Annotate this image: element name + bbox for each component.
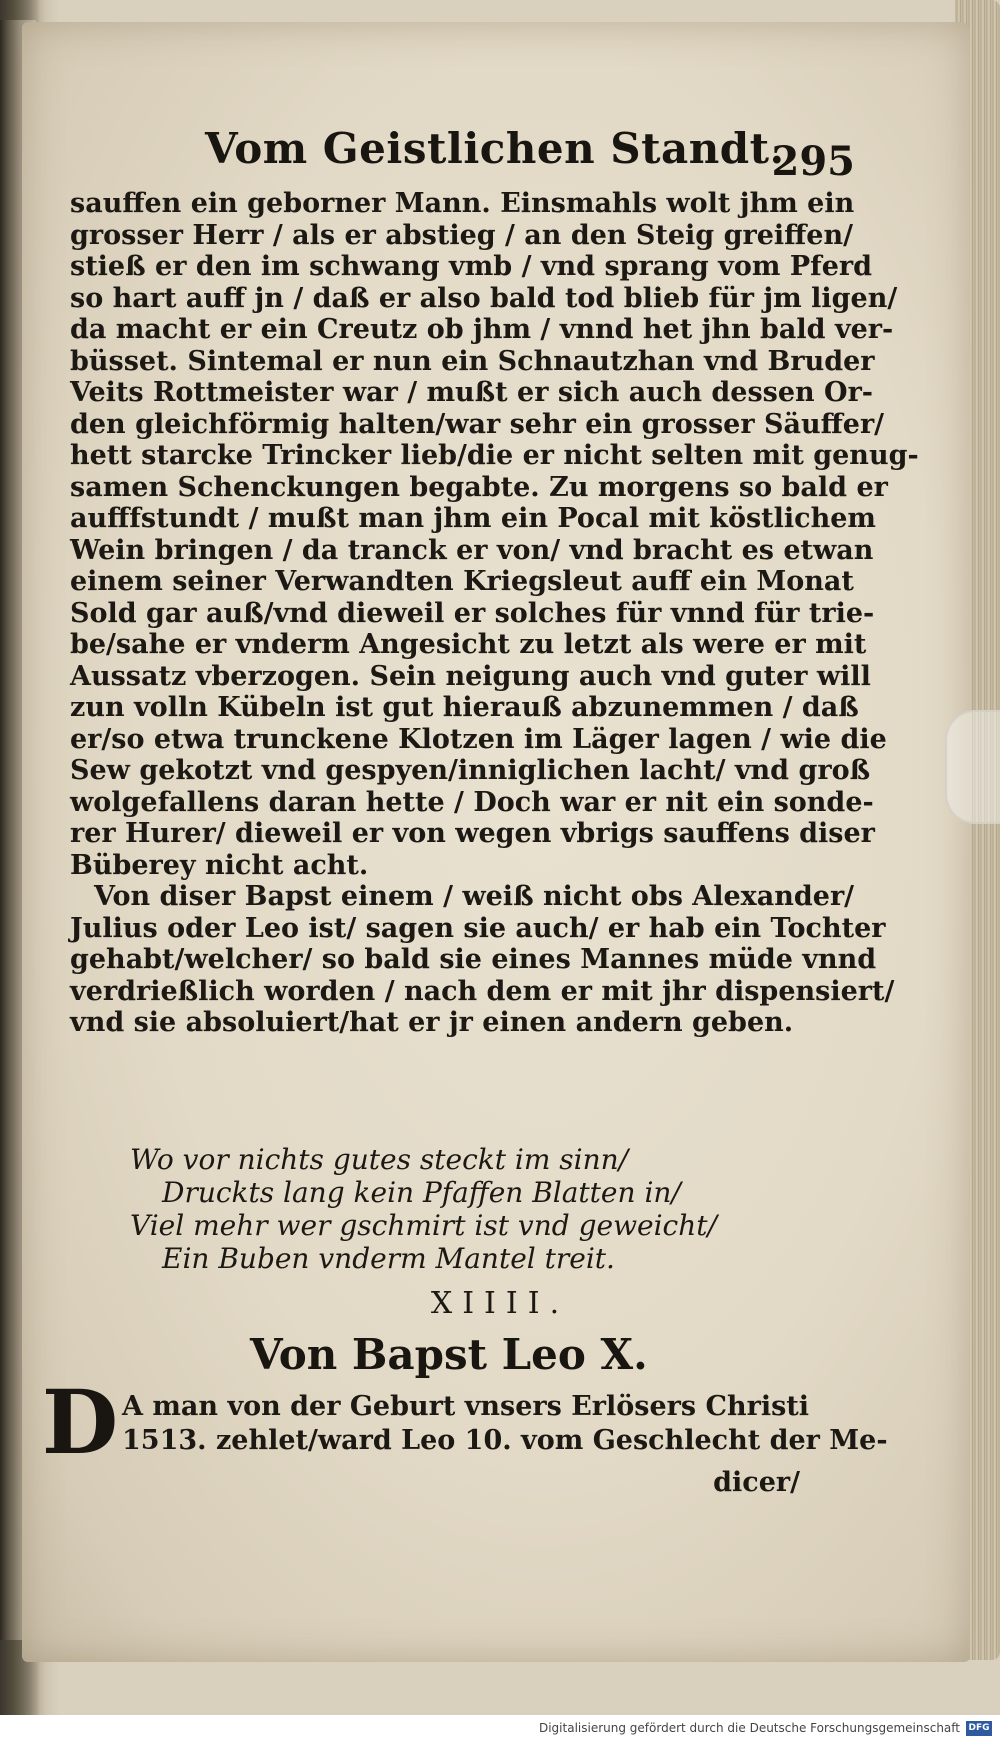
text-line: be/sahe er vnderm Angesicht zu letzt als were er mit: [70, 629, 867, 660]
text-line: stieß er den im schwang vmb / vnd sprang vom Pferd: [70, 251, 873, 282]
text-line: Aussatz vberzogen. Sein neigung auch vnd guter will: [70, 660, 871, 692]
text-line: Julius oder Leo ist/ sagen sie auch/ er hab ein Tochter: [70, 912, 886, 944]
text-line: grosser Herr / als er abstieg / an den Steig greiffen/: [70, 219, 853, 251]
text-line: Veits Rottmeister war / mußt er sich auch dessen Or-: [70, 377, 873, 408]
text-line: 1513. zehlet/ward Leo 10. vom Geschlecht der Me-: [122, 1425, 888, 1456]
funding-credit: Digitalisierung gefördert durch die Deutsche Forschungsgemeinschaft: [538, 1721, 960, 1735]
chapter-number: XIIII.: [430, 1286, 570, 1321]
text-line: er/so etwa trunckene Klotzen im Läger lagen / wie die: [70, 723, 887, 755]
text-line: so hart auff jn / daß er also bald tod blieb für jm ligen/: [70, 282, 898, 314]
text-line: zun volln Kübeln ist gut hierauß abzunemmen / daß: [70, 692, 859, 723]
text-line: gehabt/welcher/ so bald sie eines Mannes müde vnnd: [70, 944, 877, 975]
running-head: Vom Geistlichen Standt.: [205, 124, 785, 173]
section-opening: [122, 1390, 888, 1458]
text-line: samen Schenckungen begabte. Zu morgens so bald er: [70, 471, 888, 503]
text-line: rer Hurer/ dieweil er von wegen vbrigs sauffens diser: [70, 818, 875, 849]
verse-line: Druckts lang kein Pfaffen Blatten in/: [162, 1176, 681, 1209]
verse-line: Wo vor nichts gutes steckt im sinn/: [130, 1143, 629, 1176]
dfg-logo: DFG: [966, 1721, 992, 1736]
text-line: verdrießlich worden / nach dem er mit jhr dispensiert/: [70, 975, 895, 1007]
text-line: da macht er ein Creutz ob jhm / vnnd het jhn bald ver-: [70, 314, 894, 345]
verse-line: Viel mehr wer gschmirt ist vnd geweicht/: [130, 1209, 717, 1242]
text-line: wolgefallens daran hette / Doch war er nit ein sonde-: [70, 786, 874, 818]
main-text: [70, 188, 919, 1039]
text-line: aufffstundt / mußt man jhm ein Pocal mit köstlichem: [70, 503, 876, 534]
text-line: Von diser Bapst einem / weiß nicht obs Alexander/: [94, 881, 855, 912]
section-title: Von Bapst Leo X.: [250, 1330, 648, 1379]
text-line: Sold gar auß/vnd dieweil er solches für vnnd für trie-: [70, 597, 875, 629]
text-line: büsset. Sintemal er nun ein Schnautzhan vnd Bruder: [70, 345, 875, 377]
text-line: A man von der Geburt vnsers Erlösers Christi: [122, 1391, 810, 1422]
page-clip: [945, 710, 1000, 824]
page-header: [205, 120, 855, 190]
text-line: Büberey nicht acht.: [70, 849, 369, 881]
text-line: Wein bringen / da tranck er von/ vnd bracht es etwan: [70, 534, 874, 566]
text-line: hett starcke Trincker lieb/die er nicht selten mit genug-: [70, 440, 919, 471]
catchword: dicer/: [713, 1467, 800, 1498]
text-line: vnd sie absoluiert/hat er jr einen andern geben.: [70, 1007, 794, 1038]
verse-line: Ein Buben vnderm Mantel treit.: [162, 1242, 615, 1275]
page-number: 295: [771, 138, 855, 185]
verse-block: [130, 1143, 770, 1275]
text-line: Sew gekotzt vnd gespyen/inniglichen lacht/ vnd groß: [70, 755, 871, 786]
text-line: den gleichförmig halten/war sehr ein grosser Säuffer/: [70, 408, 885, 440]
text-line: sauffen ein geborner Mann. Einsmahls wolt jhm ein: [70, 188, 855, 219]
text-line: einem seiner Verwandten Kriegsleut auff ein Monat: [70, 566, 854, 597]
decorated-initial: D: [41, 1370, 119, 1474]
